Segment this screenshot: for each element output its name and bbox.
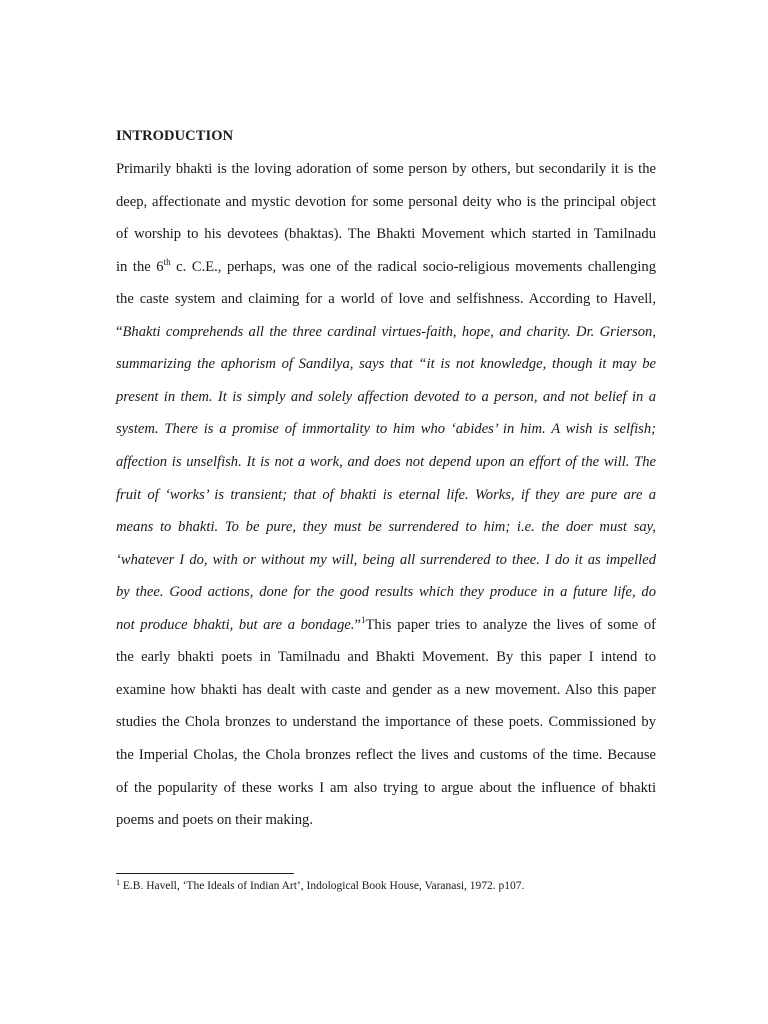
body-line: the caste system and claiming for a world of love and selfishness. According to Havell,	[116, 291, 656, 307]
quote-line: means to bhakti. To be pure, they must be surrendered to him; i.e. the doer must say,	[116, 519, 656, 535]
body-line: the Imperial Cholas, the Chola bronzes reflect the lives and customs of the time. Because	[116, 747, 656, 763]
footnote-reference[interactable]: 1	[361, 615, 366, 625]
quote-line: “Bhakti comprehends all the three cardinal virtues-faith, hope, and charity. Dr. Grierson,	[116, 324, 656, 340]
footnote-text: E.B. Havell, ‘The Ideals of Indian Art’, Indological Book House, Varanasi, 1972. p107.	[120, 880, 525, 892]
body-line: deep, affectionate and mystic devotion for some personal deity who is the principal object	[116, 194, 656, 210]
quote-line: ‘whatever I do, with or without my will, being all surrendered to thee. I do it as impelled	[116, 552, 656, 568]
quote-line: system. There is a promise of immortality to him who ‘abides’ in him. A wish is selfish;	[116, 421, 656, 437]
footnote-separator	[116, 873, 294, 874]
body-line: of worship to his devotees (bhaktas). The Bhakti Movement which started in Tamilnadu	[116, 226, 656, 242]
footnote-marker: 1	[116, 878, 120, 887]
quote-line: fruit of ‘works’ is transient; that of bhakti is eternal life. Works, if they are pure are a	[116, 487, 656, 503]
body-line: of the popularity of these works I am also trying to argue about the influence of bhakti	[116, 780, 656, 796]
body-line: examine how bhakti has dealt with caste and gender as a new movement. Also this paper	[116, 682, 656, 698]
quote-line: by thee. Good actions, done for the good results which they produce in a future life, do	[116, 584, 656, 600]
superscript: th	[163, 257, 171, 267]
section-heading: INTRODUCTION	[116, 128, 234, 144]
body-line: Primarily bhakti is the loving adoration of some person by others, but secondarily it is the	[116, 161, 656, 177]
quote-line: present in them. It is simply and solely affection devoted to a person, and not belief in a	[116, 389, 656, 405]
quote-line: affection is unselfish. It is not a work, and does not depend upon an effort of the will. The	[116, 454, 656, 470]
body-line: studies the Chola bronzes to understand the importance of these poets. Commissioned by	[116, 714, 656, 730]
body-line: the early bhakti poets in Tamilnadu and Bhakti Movement. By this paper I intend to	[116, 649, 656, 665]
body-line: poems and poets on their making.	[116, 812, 313, 828]
footnote	[116, 878, 524, 894]
body-line: not produce bhakti, but are a bondage.”$^1$This paper tries to analyze the lives of some of	[116, 615, 656, 633]
quote-line: summarizing the aphorism of Sandilya, says that “it is not knowledge, though it may be	[116, 356, 656, 372]
body-line: in the 6th c. C.E., perhaps, was one of the radical socio-religious movements challenging	[116, 257, 656, 275]
